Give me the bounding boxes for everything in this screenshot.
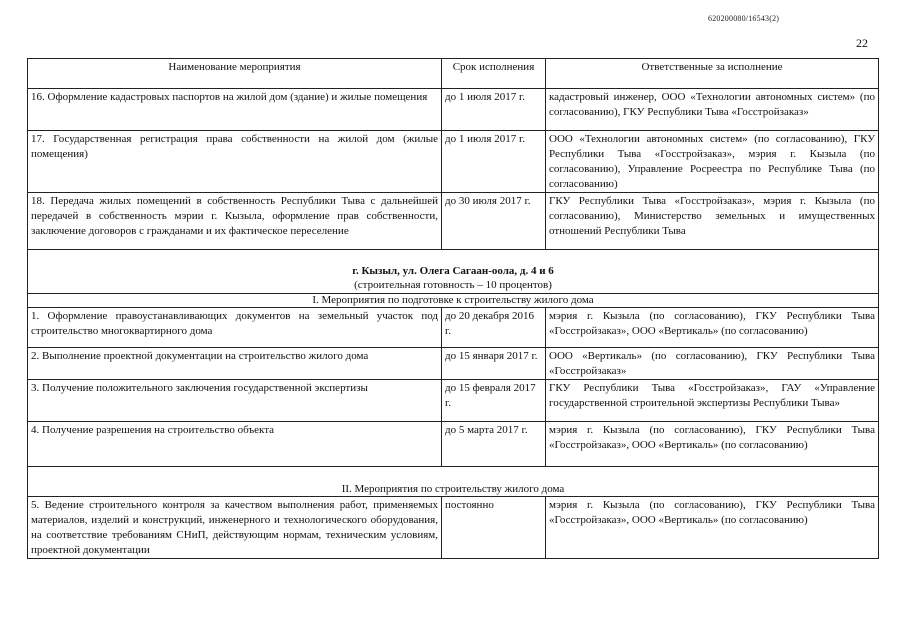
activity-responsible: ООО «Технологии автономных систем» (по согласованию), ГКУ Республики Тыва «Госстройзаказ», мэрия г. Кызыла (по согласованию), Управление Росреестра по Республике Тыва (по согласованию) <box>546 131 879 193</box>
location-row <box>28 250 879 294</box>
location-subtitle: (строительная готовность – 10 процентов) <box>354 279 552 291</box>
table-row <box>28 497 879 559</box>
activity-responsible: ГКУ Республики Тыва «Госстройзаказ», мэрия г. Кызыла (по согласованию), Министерство земельных и имущественных отношений Республики Тыва <box>546 193 879 250</box>
activity-term: до 20 декабря 2016 г. <box>442 308 546 348</box>
activity-responsible: кадастровый инженер, ООО «Технологии автономных систем» (по согласованию), ГКУ Республики Тыва «Госстройзаказ» <box>546 89 879 131</box>
table-row <box>28 131 879 193</box>
column-header-responsible: Ответственные за исполнение <box>546 59 879 89</box>
activity-term: до 15 января 2017 г. <box>442 348 546 380</box>
activity-name: 17. Государственная регистрация права собственности на жилой дом (жилые помещения) <box>28 131 442 193</box>
activity-name: 4. Получение разрешения на строительство объекта <box>28 422 442 467</box>
table-row <box>28 308 879 348</box>
column-header-term: Срок исполнения <box>442 59 546 89</box>
table-row <box>28 193 879 250</box>
activity-name: 1. Оформление правоустанавливающих документов на земельный участок под строительство многоквартирного дома <box>28 308 442 348</box>
column-header-name: Наименование мероприятия <box>28 59 442 89</box>
location-title: г. Кызыл, ул. Олега Сагаан-оола, д. 4 и 6 <box>352 265 554 277</box>
location-heading <box>28 250 879 294</box>
activity-term: до 1 июля 2017 г. <box>442 131 546 193</box>
section-title-construction: II. Мероприятия по строительству жилого дома <box>28 467 879 497</box>
table-header-row <box>28 59 879 89</box>
activity-term: до 5 марта 2017 г. <box>442 422 546 467</box>
activity-term: до 30 июля 2017 г. <box>442 193 546 250</box>
activities-table <box>27 58 879 559</box>
page-number: 22 <box>856 36 868 50</box>
activity-responsible: мэрия г. Кызыла (по согласованию), ГКУ Республики Тыва «Госстройзаказ», ООО «Вертикаль» (по согласованию) <box>546 497 879 559</box>
activity-responsible: мэрия г. Кызыла (по согласованию), ГКУ Республики Тыва «Госстройзаказ», ООО «Вертикаль» (по согласованию) <box>546 422 879 467</box>
section-title-preparation: I. Мероприятия по подготовке к строительству жилого дома <box>28 294 879 308</box>
activity-responsible: ООО «Вертикаль» (по согласованию), ГКУ Республики Тыва «Госстройзаказ» <box>546 348 879 380</box>
table-row <box>28 422 879 467</box>
activity-name: 5. Ведение строительного контроля за качеством выполнения работ, применяемых материалов, изделий и конструкций, инженерного и технологического оборудования, на соответствие требованиям СНиП, действующим нормам, техническим условиям, проектной документации <box>28 497 442 559</box>
document-code: 620200080/16543(2) <box>708 14 780 23</box>
activity-responsible: мэрия г. Кызыла (по согласованию), ГКУ Республики Тыва «Госстройзаказ», ООО «Вертикаль» (по согласованию) <box>546 308 879 348</box>
activity-name: 2. Выполнение проектной документации на строительство жилого дома <box>28 348 442 380</box>
activity-term: постоянно <box>442 497 546 559</box>
activity-responsible: ГКУ Республики Тыва «Госстройзаказ», ГАУ «Управление государственной строительной экспертизы Республики Тыва» <box>546 380 879 422</box>
activity-term: до 1 июля 2017 г. <box>442 89 546 131</box>
activity-name: 16. Оформление кадастровых паспортов на жилой дом (здание) и жилые помещения <box>28 89 442 131</box>
table-row <box>28 89 879 131</box>
activity-term: до 15 февраля 2017 г. <box>442 380 546 422</box>
activity-name: 3. Получение положительного заключения государственной экспертизы <box>28 380 442 422</box>
table-row <box>28 348 879 380</box>
activity-name: 18. Передача жилых помещений в собственность Республики Тыва с дальнейшей передачей в собственность мэрии г. Кызыла, оформление прав собственности, заключение договоров с гражданами и их фактическое переселение <box>28 193 442 250</box>
section-row <box>28 467 879 497</box>
section-row <box>28 294 879 308</box>
table-row <box>28 380 879 422</box>
